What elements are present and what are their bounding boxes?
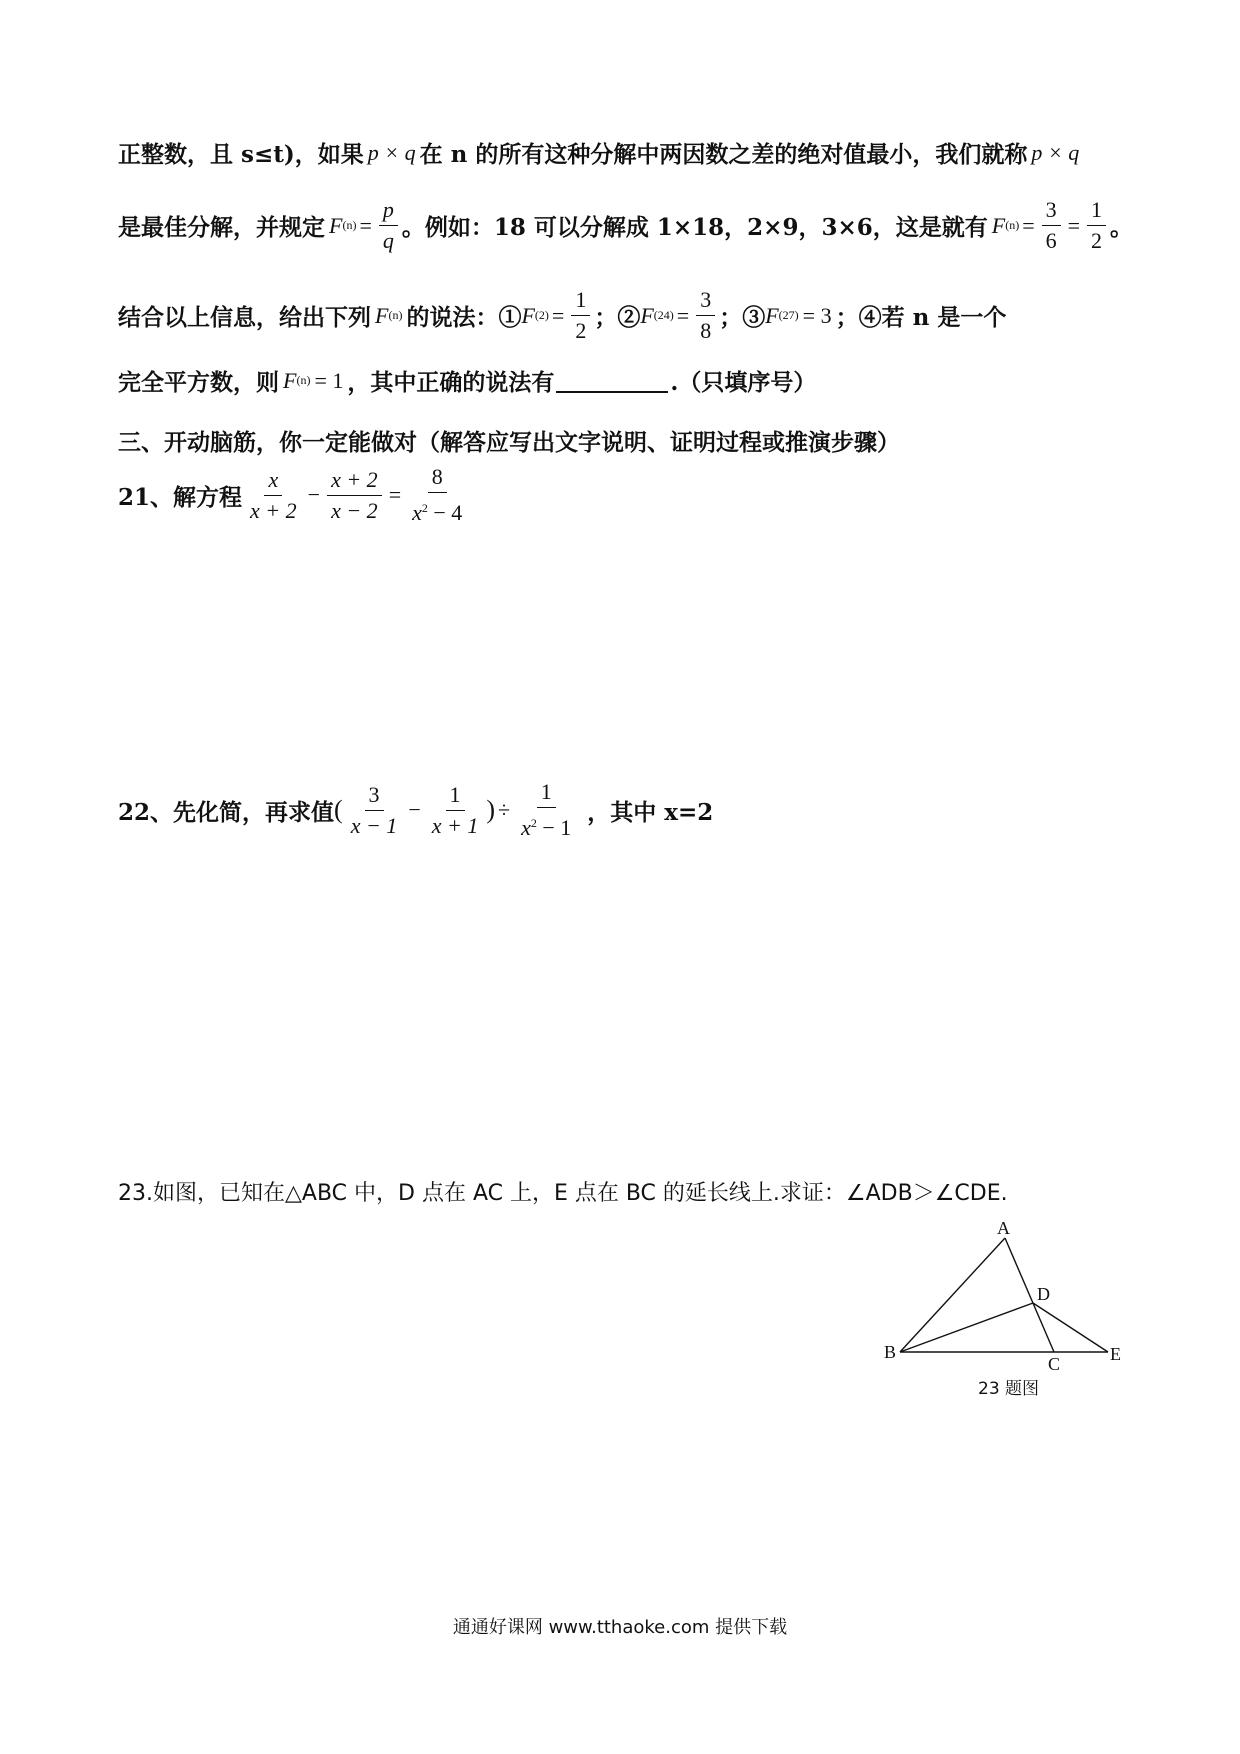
fraction-3-over-x-minus-1 bbox=[347, 783, 402, 838]
text: ；③ bbox=[719, 304, 766, 331]
label-D: D bbox=[1037, 1284, 1050, 1304]
denominator: x − 2 bbox=[331, 497, 378, 523]
paren-left: ( bbox=[334, 795, 343, 824]
denominator: 6 bbox=[1045, 228, 1057, 253]
section-heading bbox=[118, 424, 900, 457]
numerator: 3 bbox=[365, 783, 384, 811]
numerator: 1 bbox=[537, 780, 556, 808]
text: 是最佳分解，并规定 bbox=[118, 214, 325, 241]
fraction-1-2 bbox=[571, 288, 590, 343]
question-21 bbox=[118, 465, 470, 525]
question-23 bbox=[118, 1176, 1008, 1207]
fraction-8-over-x2-minus-4 bbox=[408, 465, 466, 525]
math-p-times-q: p × q bbox=[367, 139, 416, 165]
math-equals: = bbox=[388, 482, 402, 507]
exponent: 2 bbox=[530, 816, 537, 830]
numerator: x + 2 bbox=[327, 468, 382, 496]
question-text: 23.如图，已知在△ABC 中，D 点在 AC 上，E 点在 BC 的延长线上.求证：∠ADB＞∠CDE. bbox=[118, 1181, 1008, 1206]
math-F: F bbox=[283, 367, 297, 393]
segment-BA bbox=[900, 1238, 1005, 1352]
math-equals: = bbox=[1067, 212, 1081, 238]
text: 完全平方数，则 bbox=[118, 369, 279, 396]
fraction-3-6 bbox=[1042, 198, 1061, 253]
math-value: = 1 bbox=[314, 367, 344, 393]
fraction-1-over-x-plus-1 bbox=[428, 783, 483, 838]
section-title: 三、开动脑筋，你一定能做对（解答应写出文字说明、证明过程或推演步骤） bbox=[118, 429, 900, 456]
page-footer: 通通好课网 www.tthaoke.com 提供下载 bbox=[452, 1617, 788, 1638]
segment-BD bbox=[900, 1303, 1033, 1352]
denominator: 2 bbox=[1091, 228, 1103, 253]
numerator: 1 bbox=[571, 288, 590, 316]
math-F: F bbox=[521, 302, 535, 328]
math-divide: ÷ bbox=[498, 797, 511, 822]
text: 。例如：18 可以分解成 1×18，2×9，3×6，这是就有 bbox=[401, 214, 988, 241]
math-subscript: (n) bbox=[1005, 218, 1020, 232]
math-equals: = bbox=[359, 212, 372, 238]
math-F: F bbox=[329, 212, 343, 238]
denominator bbox=[408, 493, 466, 525]
math-p-times-q: p × q bbox=[1031, 139, 1080, 165]
numerator: 1 bbox=[1087, 198, 1106, 226]
text: 在 n 的所有这种分解中两因数之差的绝对值最小，我们就称 bbox=[419, 141, 1028, 168]
text: ；④若 n 是一个 bbox=[835, 304, 1007, 331]
math-value: = 3 bbox=[802, 302, 832, 328]
denominator: x + 1 bbox=[431, 812, 479, 838]
math-subscript: (n) bbox=[296, 373, 311, 387]
math-subscript: (n) bbox=[342, 218, 357, 232]
math-F: F bbox=[375, 302, 389, 328]
answer-blank[interactable] bbox=[556, 369, 668, 393]
text: ，其中正确的说法有 bbox=[347, 369, 555, 396]
text: ，其中 x=2 bbox=[587, 798, 714, 826]
var-x: x bbox=[412, 500, 422, 525]
numerator: x bbox=[264, 468, 282, 496]
text: 结合以上信息，给出下列 bbox=[118, 304, 371, 331]
label-B: B bbox=[884, 1342, 897, 1362]
exponent: 2 bbox=[421, 501, 428, 515]
segment-DE bbox=[1033, 1303, 1108, 1352]
text: 的说法：① bbox=[406, 304, 522, 331]
math-equals: = bbox=[1022, 212, 1035, 238]
label-E: E bbox=[1110, 1344, 1121, 1364]
denominator: x − 1 bbox=[350, 812, 398, 838]
numerator: 3 bbox=[696, 288, 715, 316]
triangle-figure bbox=[880, 1220, 1130, 1400]
math-subscript: (24) bbox=[653, 308, 674, 322]
fraction-p-over-q bbox=[379, 198, 398, 253]
paragraph-line-2 bbox=[118, 198, 1133, 253]
fraction-3-8 bbox=[696, 288, 715, 343]
label-C: C bbox=[1048, 1354, 1061, 1374]
rest: − 4 bbox=[427, 500, 463, 525]
math-F: F bbox=[991, 212, 1006, 238]
question-label: 22、先化简，再求值 bbox=[118, 798, 335, 826]
denominator: q bbox=[382, 228, 394, 253]
text: .（只填序号） bbox=[670, 369, 817, 396]
denominator: 8 bbox=[700, 318, 712, 343]
denominator: x + 2 bbox=[250, 497, 297, 523]
fraction-1-over-x2-minus-1 bbox=[517, 780, 575, 840]
var-x: x bbox=[521, 815, 531, 840]
math-F: F bbox=[765, 302, 779, 328]
math-subscript: (2) bbox=[534, 308, 549, 322]
paragraph-line-3 bbox=[118, 288, 1006, 343]
paragraph-line-4 bbox=[118, 364, 816, 397]
fraction-x-plus-2-over-x-minus-2 bbox=[327, 468, 382, 523]
figure-caption: 23 题图 bbox=[978, 1379, 1040, 1399]
denominator bbox=[517, 808, 575, 840]
paragraph-line-1 bbox=[118, 136, 1079, 169]
text: ；② bbox=[594, 304, 641, 331]
math-subscript: (n) bbox=[388, 308, 403, 322]
numerator: 8 bbox=[428, 465, 447, 493]
math-minus: − bbox=[408, 797, 421, 822]
numerator: p bbox=[379, 198, 398, 226]
question-label: 21、解方程 bbox=[118, 483, 243, 511]
numerator: 1 bbox=[446, 783, 465, 811]
math-equals: = bbox=[676, 302, 690, 328]
math-subscript: (27) bbox=[778, 308, 799, 322]
paren-right: ) bbox=[486, 795, 496, 824]
label-A: A bbox=[997, 1220, 1010, 1238]
math-equals: = bbox=[551, 302, 565, 328]
fraction-x-over-x-plus-2 bbox=[246, 468, 301, 523]
text: 。 bbox=[1110, 214, 1134, 241]
denominator: 2 bbox=[575, 318, 587, 343]
rest: − 1 bbox=[536, 815, 572, 840]
fraction-1-2 bbox=[1087, 198, 1106, 253]
math-minus: − bbox=[307, 482, 321, 507]
text: 正整数，且 s≤t)，如果 bbox=[118, 141, 364, 168]
math-F: F bbox=[640, 302, 654, 328]
question-22 bbox=[118, 780, 713, 840]
numerator: 3 bbox=[1042, 198, 1061, 226]
